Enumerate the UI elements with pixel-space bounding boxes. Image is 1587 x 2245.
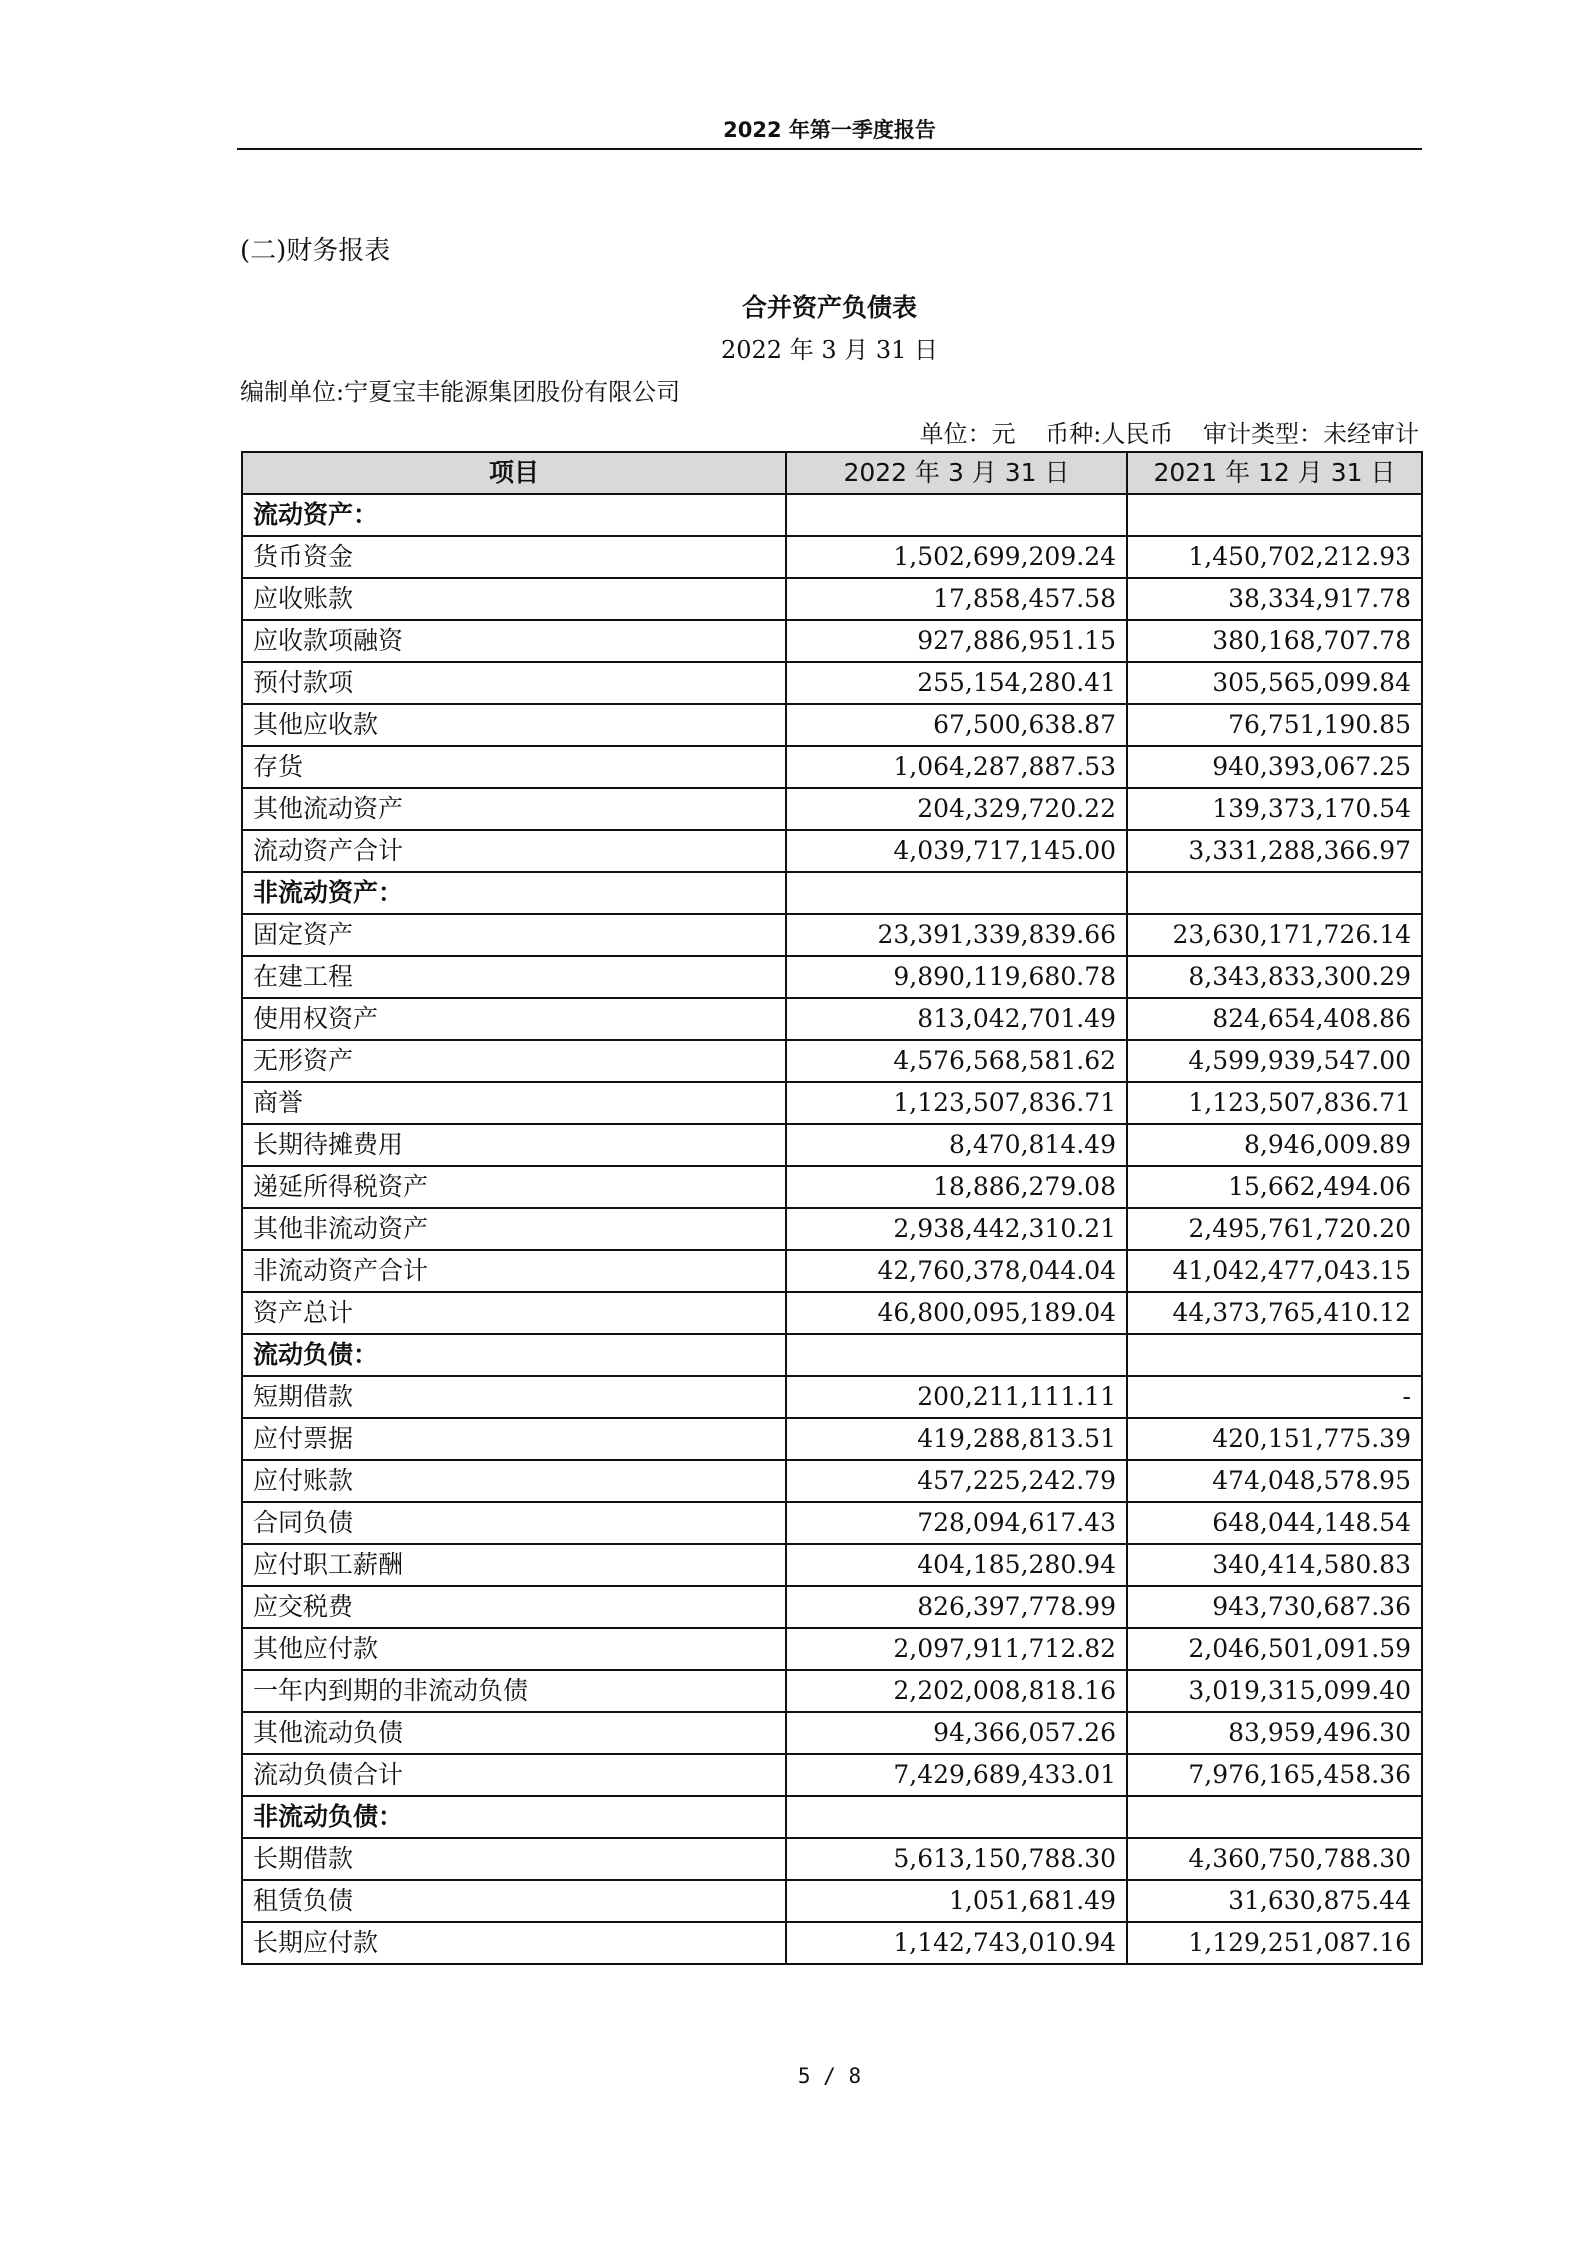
row-value-previous: 83,959,496.30 [1127, 1712, 1422, 1754]
row-value-current: 457,225,242.79 [786, 1460, 1127, 1502]
table-row [242, 830, 1422, 872]
row-item-label: 其他流动负债 [242, 1712, 786, 1754]
row-item-label: 在建工程 [242, 956, 786, 998]
table-row [242, 620, 1422, 662]
table-row [242, 1376, 1422, 1418]
row-item-label: 非流动资产： [242, 872, 786, 914]
section-heading: (二)财务报表 [240, 236, 391, 266]
row-item-label: 短期借款 [242, 1376, 786, 1418]
row-value-current: 1,142,743,010.94 [786, 1922, 1127, 1964]
table-row [242, 1880, 1422, 1922]
row-item-label: 其他应付款 [242, 1628, 786, 1670]
table-row [242, 914, 1422, 956]
row-value-current: 4,576,568,581.62 [786, 1040, 1127, 1082]
company-name: 编制单位:宁夏宝丰能源集团股份有限公司 [240, 378, 681, 406]
row-value-previous [1127, 1796, 1422, 1838]
statement-date: 2022 年 3 月 31 日 [720, 336, 939, 364]
row-value-previous: 31,630,875.44 [1127, 1880, 1422, 1922]
column-header-previous: 2021 年 12 月 31 日 [1127, 452, 1422, 494]
unit-label: 单位：元 [919, 420, 1016, 448]
table-row [242, 1460, 1422, 1502]
row-value-current: 67,500,638.87 [786, 704, 1127, 746]
row-item-label: 固定资产 [242, 914, 786, 956]
row-item-label: 流动负债： [242, 1334, 786, 1376]
row-value-current: 23,391,339,839.66 [786, 914, 1127, 956]
row-value-current: 4,039,717,145.00 [786, 830, 1127, 872]
row-value-previous: - [1127, 1376, 1422, 1418]
table-row [242, 872, 1422, 914]
row-value-current: 813,042,701.49 [786, 998, 1127, 1040]
page-number: 5 / 8 [797, 2064, 862, 2088]
row-value-previous: 1,450,702,212.93 [1127, 536, 1422, 578]
row-item-label: 货币资金 [242, 536, 786, 578]
table-row [242, 1082, 1422, 1124]
row-value-previous: 8,946,009.89 [1127, 1124, 1422, 1166]
table-row [242, 1334, 1422, 1376]
row-value-current: 2,938,442,310.21 [786, 1208, 1127, 1250]
row-value-previous: 4,360,750,788.30 [1127, 1838, 1422, 1880]
row-value-current: 94,366,057.26 [786, 1712, 1127, 1754]
table-row [242, 1418, 1422, 1460]
row-value-previous: 3,019,315,099.40 [1127, 1670, 1422, 1712]
table-row [242, 536, 1422, 578]
row-item-label: 应收账款 [242, 578, 786, 620]
row-value-current: 5,613,150,788.30 [786, 1838, 1127, 1880]
row-value-previous: 940,393,067.25 [1127, 746, 1422, 788]
row-value-previous: 648,044,148.54 [1127, 1502, 1422, 1544]
row-item-label: 预付款项 [242, 662, 786, 704]
table-row [242, 1670, 1422, 1712]
row-value-current: 1,123,507,836.71 [786, 1082, 1127, 1124]
row-item-label: 其他非流动资产 [242, 1208, 786, 1250]
row-value-current [786, 872, 1127, 914]
row-value-current: 7,429,689,433.01 [786, 1754, 1127, 1796]
table-row [242, 1292, 1422, 1334]
row-value-previous: 7,976,165,458.36 [1127, 1754, 1422, 1796]
column-header-item: 项目 [242, 452, 786, 494]
row-value-previous: 8,343,833,300.29 [1127, 956, 1422, 998]
row-item-label: 无形资产 [242, 1040, 786, 1082]
row-item-label: 一年内到期的非流动负债 [242, 1670, 786, 1712]
row-value-previous: 305,565,099.84 [1127, 662, 1422, 704]
row-item-label: 流动负债合计 [242, 1754, 786, 1796]
row-value-previous: 3,331,288,366.97 [1127, 830, 1422, 872]
table-header-row [242, 452, 1422, 494]
row-value-current: 927,886,951.15 [786, 620, 1127, 662]
row-item-label: 资产总计 [242, 1292, 786, 1334]
row-value-previous: 139,373,170.54 [1127, 788, 1422, 830]
table-row [242, 1166, 1422, 1208]
row-item-label: 其他应收款 [242, 704, 786, 746]
row-value-previous [1127, 872, 1422, 914]
column-header-current: 2022 年 3 月 31 日 [786, 452, 1127, 494]
row-item-label: 使用权资产 [242, 998, 786, 1040]
row-item-label: 应付票据 [242, 1418, 786, 1460]
row-value-current: 46,800,095,189.04 [786, 1292, 1127, 1334]
table-row [242, 746, 1422, 788]
statement-title: 合并资产负债表 [741, 293, 917, 322]
row-value-current: 17,858,457.58 [786, 578, 1127, 620]
row-item-label: 非流动负债： [242, 1796, 786, 1838]
table-row [242, 1628, 1422, 1670]
table-row [242, 788, 1422, 830]
row-item-label: 长期应付款 [242, 1922, 786, 1964]
row-value-previous: 4,599,939,547.00 [1127, 1040, 1422, 1082]
row-value-previous: 420,151,775.39 [1127, 1418, 1422, 1460]
table-row [242, 1838, 1422, 1880]
table-row [242, 1922, 1422, 1964]
table-row [242, 998, 1422, 1040]
row-value-previous [1127, 1334, 1422, 1376]
balance-sheet-table [241, 451, 1423, 1965]
row-item-label: 流动资产： [242, 494, 786, 536]
row-value-current: 1,051,681.49 [786, 1880, 1127, 1922]
row-value-current [786, 494, 1127, 536]
table-row [242, 578, 1422, 620]
row-value-current: 1,502,699,209.24 [786, 536, 1127, 578]
row-item-label: 非流动资产合计 [242, 1250, 786, 1292]
row-value-current: 200,211,111.11 [786, 1376, 1127, 1418]
audit-label: 审计类型：未经审计 [1203, 420, 1419, 448]
row-value-previous: 1,123,507,836.71 [1127, 1082, 1422, 1124]
table-row [242, 1250, 1422, 1292]
table-row [242, 1544, 1422, 1586]
table-row [242, 1586, 1422, 1628]
currency-label: 币种:人民币 [1045, 420, 1174, 448]
row-item-label: 租赁负债 [242, 1880, 786, 1922]
table-row [242, 1754, 1422, 1796]
row-value-current: 826,397,778.99 [786, 1586, 1127, 1628]
row-item-label: 应交税费 [242, 1586, 786, 1628]
row-item-label: 存货 [242, 746, 786, 788]
statement-meta [898, 414, 1419, 449]
row-item-label: 递延所得税资产 [242, 1166, 786, 1208]
row-value-current: 728,094,617.43 [786, 1502, 1127, 1544]
row-item-label: 合同负债 [242, 1502, 786, 1544]
row-value-current [786, 1796, 1127, 1838]
table-row [242, 662, 1422, 704]
row-value-current: 2,097,911,712.82 [786, 1628, 1127, 1670]
row-value-previous: 2,495,761,720.20 [1127, 1208, 1422, 1250]
row-item-label: 应收款项融资 [242, 620, 786, 662]
table-row [242, 1208, 1422, 1250]
table-row [242, 1712, 1422, 1754]
row-value-current: 204,329,720.22 [786, 788, 1127, 830]
row-item-label: 商誉 [242, 1082, 786, 1124]
row-value-current: 42,760,378,044.04 [786, 1250, 1127, 1292]
row-value-previous: 23,630,171,726.14 [1127, 914, 1422, 956]
row-value-current: 18,886,279.08 [786, 1166, 1127, 1208]
row-value-current: 404,185,280.94 [786, 1544, 1127, 1586]
row-value-current: 419,288,813.51 [786, 1418, 1127, 1460]
row-value-previous: 15,662,494.06 [1127, 1166, 1422, 1208]
row-item-label: 其他流动资产 [242, 788, 786, 830]
row-value-previous: 41,042,477,043.15 [1127, 1250, 1422, 1292]
row-value-current: 8,470,814.49 [786, 1124, 1127, 1166]
row-value-previous: 380,168,707.78 [1127, 620, 1422, 662]
table-row [242, 1502, 1422, 1544]
row-value-previous: 2,046,501,091.59 [1127, 1628, 1422, 1670]
row-item-label: 流动资产合计 [242, 830, 786, 872]
row-value-previous: 943,730,687.36 [1127, 1586, 1422, 1628]
row-item-label: 长期待摊费用 [242, 1124, 786, 1166]
table-row [242, 1040, 1422, 1082]
row-value-previous: 1,129,251,087.16 [1127, 1922, 1422, 1964]
table-row [242, 956, 1422, 998]
row-value-current: 2,202,008,818.16 [786, 1670, 1127, 1712]
row-value-current: 9,890,119,680.78 [786, 956, 1127, 998]
row-value-current: 255,154,280.41 [786, 662, 1127, 704]
row-item-label: 应付职工薪酬 [242, 1544, 786, 1586]
row-value-previous [1127, 494, 1422, 536]
row-value-current: 1,064,287,887.53 [786, 746, 1127, 788]
table-row [242, 1796, 1422, 1838]
row-item-label: 应付账款 [242, 1460, 786, 1502]
row-value-current [786, 1334, 1127, 1376]
row-item-label: 长期借款 [242, 1838, 786, 1880]
report-header: 2022 年第一季度报告 [237, 112, 1422, 150]
row-value-previous: 474,048,578.95 [1127, 1460, 1422, 1502]
table-row [242, 1124, 1422, 1166]
row-value-previous: 340,414,580.83 [1127, 1544, 1422, 1586]
row-value-previous: 38,334,917.78 [1127, 578, 1422, 620]
table-row [242, 494, 1422, 536]
row-value-previous: 76,751,190.85 [1127, 704, 1422, 746]
table-row [242, 704, 1422, 746]
row-value-previous: 824,654,408.86 [1127, 998, 1422, 1040]
row-value-previous: 44,373,765,410.12 [1127, 1292, 1422, 1334]
